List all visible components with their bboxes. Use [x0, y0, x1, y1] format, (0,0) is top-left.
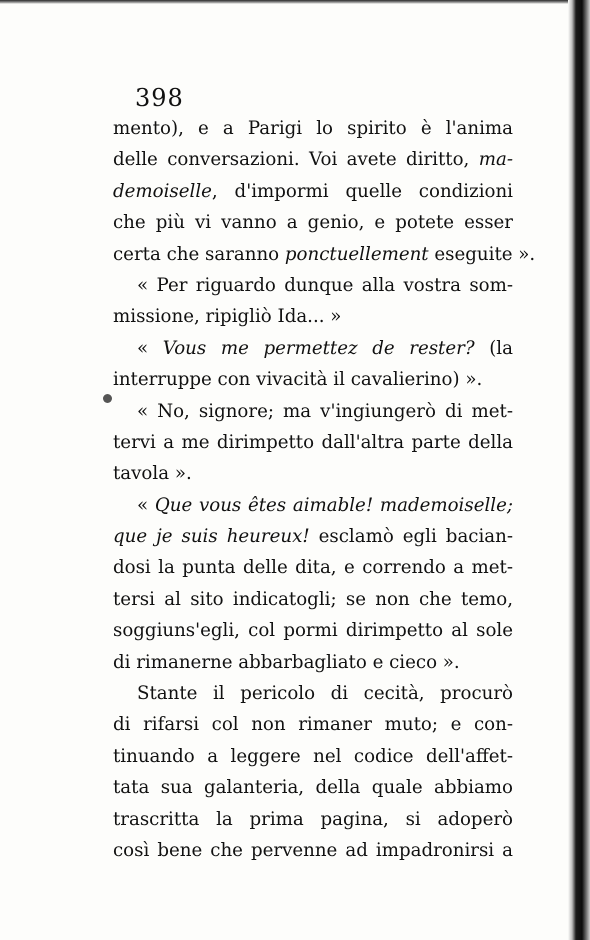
- text-line: [113, 615, 513, 646]
- text-segment: trascritta la prima pagina, si adoperò: [113, 808, 513, 830]
- text-line: [113, 301, 513, 332]
- text-segment: dosi la punta delle dita, e correndo a met-: [113, 557, 513, 579]
- text-segment: esclamò egli bacian-: [309, 526, 513, 548]
- text-segment: tinuando a leggere nel codice dell'affet-: [113, 745, 513, 767]
- italic-segment: ma-: [478, 149, 513, 171]
- text-line: [113, 176, 513, 207]
- text-line: [113, 552, 513, 583]
- text-line: [113, 490, 513, 521]
- text-line: [113, 239, 536, 270]
- text-segment: che più vi vanno a genio, e potete esser: [113, 212, 513, 234]
- text-line: [113, 458, 513, 489]
- text-line: [113, 427, 513, 458]
- text-segment: così bene che pervenne ad impadronirsi a: [113, 839, 513, 861]
- text-segment: « Per riguardo dunque alla vostra som-: [137, 274, 513, 296]
- italic-segment: Que vous êtes aimable! mademoiselle;: [154, 494, 513, 516]
- ink-speck: [103, 394, 112, 403]
- text-line: [113, 144, 513, 175]
- text-segment: certa che saranno: [113, 243, 285, 265]
- text-line: [113, 741, 513, 772]
- text-line: [113, 333, 513, 364]
- text-line: [113, 709, 513, 740]
- text-segment: tervi a me dirimpetto dall'altra parte della: [113, 431, 513, 453]
- text-segment: tersi al sito indicatogli; se non che temo,: [113, 588, 513, 610]
- text-segment: (la: [474, 337, 513, 359]
- text-line: [113, 647, 513, 678]
- text-line: [113, 396, 513, 427]
- text-segment: di rifarsi col non rimaner muto; e con-: [113, 714, 513, 736]
- page-top-edge: [0, 0, 590, 4]
- text-segment: «: [137, 337, 163, 359]
- text-segment: , d'impormi quelle condizioni: [211, 180, 513, 202]
- page-number: 398: [135, 84, 184, 112]
- italic-segment: demoiselle: [113, 180, 212, 202]
- text-segment: « No, signore; ma v'ingiungerò di met-: [137, 400, 513, 422]
- text-segment: missione, ripigliò Ida... »: [113, 306, 342, 328]
- text-segment: interruppe con vivacità il cavalierino) ».: [113, 369, 483, 391]
- italic-segment: Vous me permettez de rester?: [162, 337, 475, 359]
- text-segment: mento), e a Parigi lo spirito è l'anima: [113, 118, 513, 139]
- book-spine-edge: [568, 0, 590, 940]
- body-text: [113, 113, 536, 866]
- text-segment: tavola ».: [113, 463, 192, 485]
- text-segment: eseguite ».: [428, 243, 536, 265]
- italic-segment: ponctuellement: [284, 243, 429, 265]
- text-line: [113, 835, 513, 866]
- text-line: [113, 772, 513, 803]
- text-segment: soggiuns'egli, col pormi dirimpetto al sole: [113, 620, 513, 642]
- text-line: [113, 584, 513, 615]
- text-line: [113, 678, 513, 709]
- text-line: [113, 113, 513, 144]
- text-segment: «: [137, 494, 155, 516]
- italic-segment: que je suis heureux!: [113, 526, 310, 548]
- text-line: [113, 521, 513, 552]
- text-segment: di rimanerne abbarbagliato e cieco ».: [113, 651, 460, 673]
- text-segment: Stante il pericolo di cecità, procurò: [137, 683, 513, 705]
- text-line: [113, 207, 513, 238]
- text-line: [113, 804, 513, 835]
- text-segment: tata sua galanteria, della quale abbiamo: [113, 777, 513, 799]
- text-segment: delle conversazioni. Voi avete diritto,: [113, 149, 479, 171]
- text-line: [113, 270, 513, 301]
- text-line: [113, 364, 513, 395]
